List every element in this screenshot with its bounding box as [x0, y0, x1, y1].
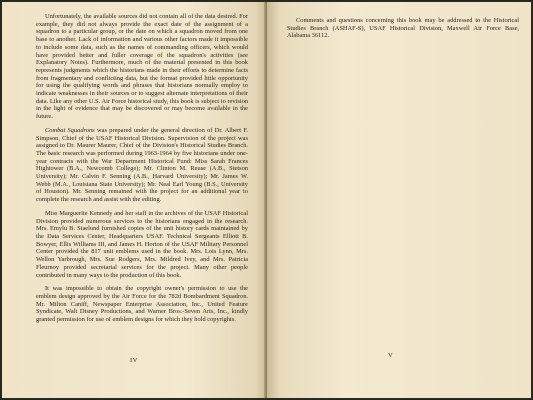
right-page-text: [287, 17, 519, 46]
left-page: [2, 2, 266, 398]
paragraph-combat-squadrons: [36, 127, 248, 204]
book-spread: [2, 2, 531, 398]
paragraph-comments: Comments and questions concerning this book may be addressed to the Historical Studies Branch (ASHAF-S), USAF Historical Division, Maxwell Air Force Base, Alabama 36112.: [287, 17, 519, 40]
paragraph-archives: Miss Marguerite Kennedy and her staff in the archives of the USAF Historical Division provided numerous services to the historians engaged in the research. Mrs. Emylu B. Staelund furnished copies of the unit history cards maintained by the Data Services Center, Headquarters USAF. Technical Sergeants Elliott B. Bowyer, Ellis Williams III, and James H. Horton of the USAF Military Personnel Center provided the 817 unit emblems used in the book. Mrs. Lois Lynn, Mrs. Wellon Yarbrough, Mrs. Sue Rodgers, Mrs. Mildred Ivey, and Mrs. Patricia Fleurnoy provided secretarial services for the project. Many other people contributed in many ways to the production of this book.: [36, 209, 248, 279]
page-number-right: V: [388, 352, 394, 359]
book-title: Combat Squadrons: [45, 126, 95, 134]
right-page: [267, 2, 531, 398]
page-number-left: IV: [130, 357, 138, 364]
paragraph-combat-squadrons-text: was prepared under the general direction of Dr. Albert F. Simpson, Chief of the USAF Historical Division. Supervision of the project was assigned to Dr. Maurer Maurer, Chief of the Division's Historical Studies Branch. The basic research was performed during 1963-1964 by five historians under one-year contracts with the War Department Historical Fund: Miss Sarah Frances Hightower (B.A., Newcomb College); Mr. Clinton M. Reuse (A.B., Stetson University); Mr. Calvin F. Senning (A.B., Harvard University); Mr. James W. Webb (M.A., Louisiana State University); Mr. Neal Earl Young (B.S., University of Houston). Mr. Senning remained with the project for an additional year to complete the research and assist with the editing.: [36, 126, 248, 204]
paragraph-sources: Unfortunately, the available sources did not contain all of the data desired. For example, they did not always provide the exact date of the assignment of a squadron to a particular group, or the date on which a squadron moved from one base to another. Lack of information and various other factors made it impossible to include some data, such as the names of commanding officers, which would have provided better and fuller coverage of the squadron's activities (see Explanatory Notes). Furthermore, much of the material presented in this book represents judgments which the historians made in their efforts to determine facts from fragmentary and conflicting data, but the format provided little opportunity for using the qualifying words and phrases that historians normally employ to indicate weaknesses in their sources or to suggest alternate interpretations of their data. Like any other U.S. Air Force historical study, this book is subject to revision in the light of evidence that may be discovered or may become available in the future.: [36, 13, 248, 121]
left-page-text: [36, 13, 248, 330]
paragraph-copyright: It was impossible to obtain the copyright owner's permission to use the emblem design approved by the Air Force for the 782d Bombardment Squadron. Mr. Milton Caniff, Newspaper Enterprise Association, Inc., United Feature Syndicate, Walt Disney Productions, and Warner Bros.-Seven Arts, Inc., kindly granted permission for use of emblem designs for which they hold copyrights.: [36, 285, 248, 324]
